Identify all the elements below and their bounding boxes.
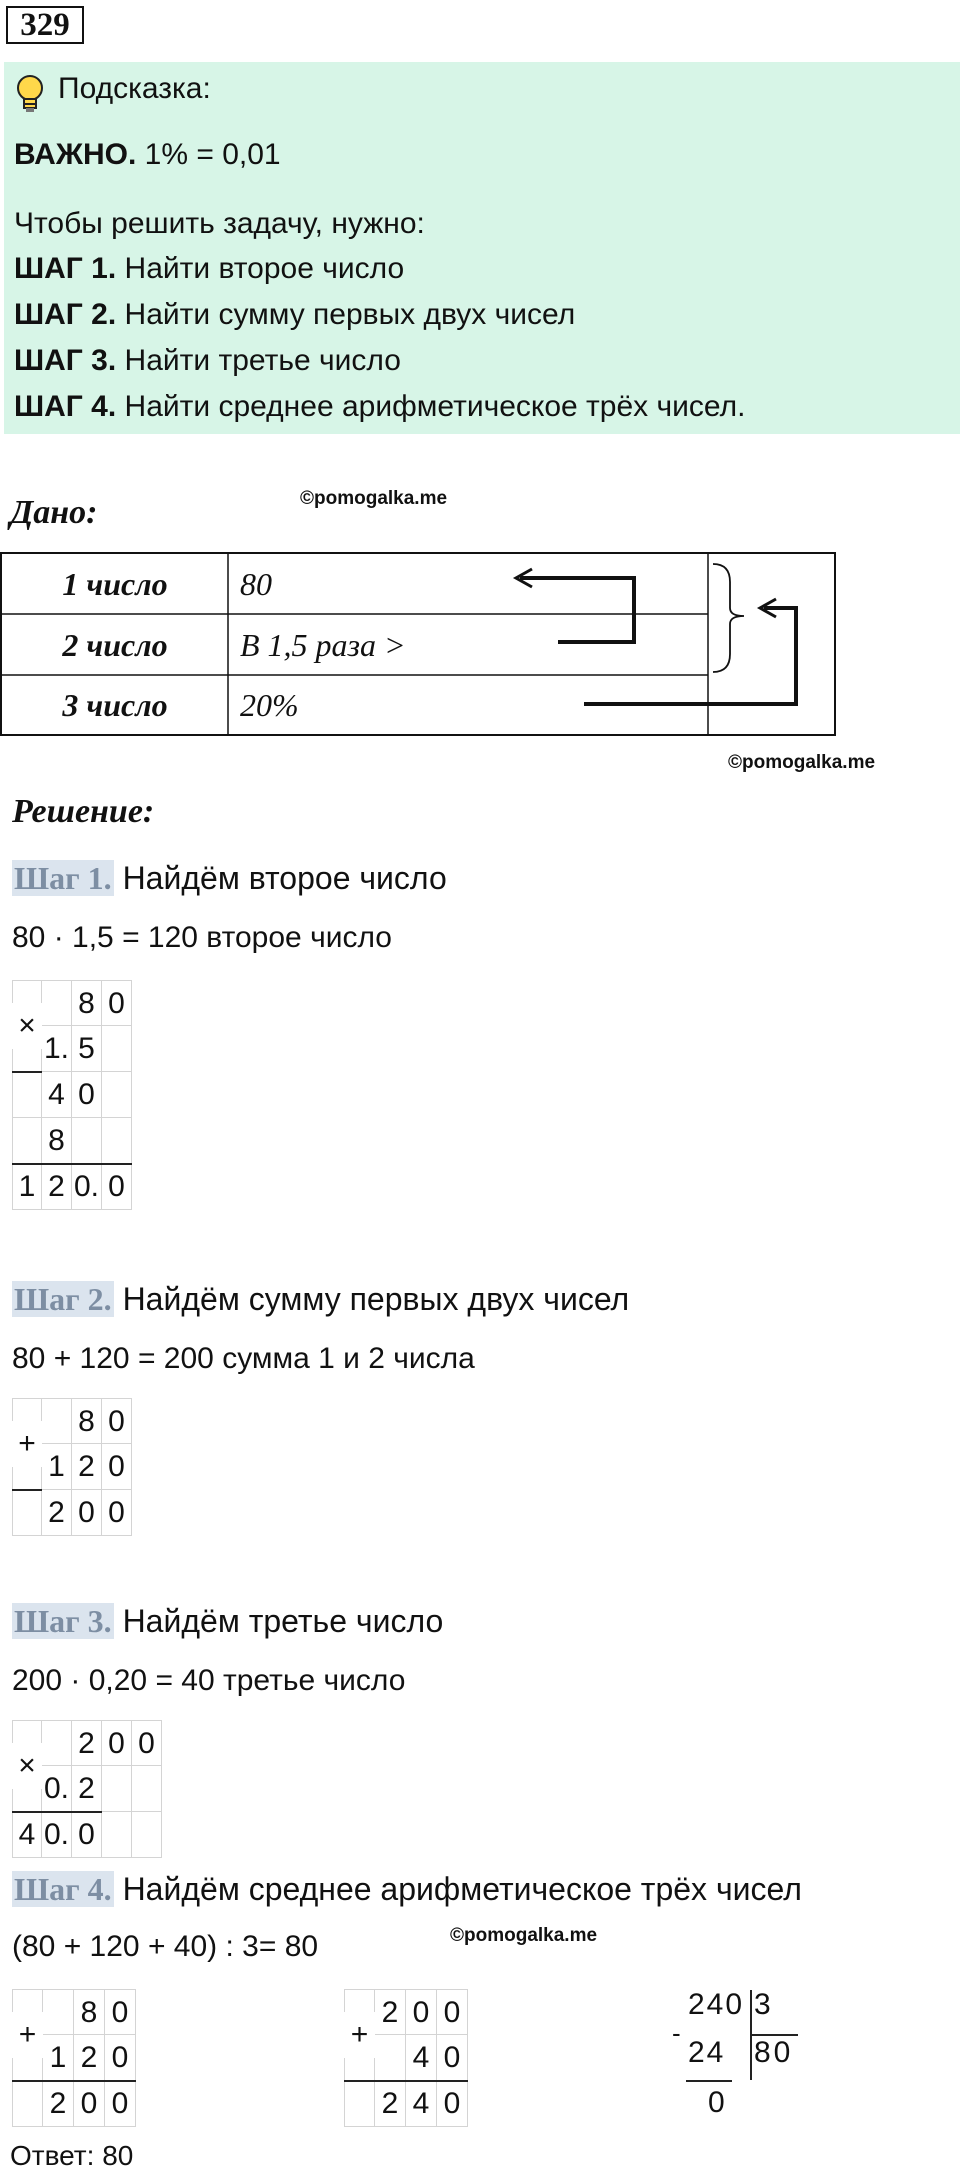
- given-row-2-label: 2 число: [62, 627, 168, 663]
- hint-title: Подсказка:: [58, 72, 211, 105]
- problem-number: 329: [6, 6, 84, 44]
- grid-cell: [72, 1118, 102, 1164]
- step-1-title: [12, 860, 447, 897]
- grid-cell: [102, 1766, 132, 1812]
- grid-cell: [102, 1072, 132, 1118]
- grid-cell: 0: [105, 1989, 136, 2035]
- hint-step-text: Найти сумму первых двух чисел: [124, 298, 576, 331]
- result-line: [344, 2080, 468, 2082]
- hint-step-label: ШАГ 3.: [14, 344, 117, 377]
- answer: Ответ: 80: [10, 2140, 134, 2171]
- grid-cell: 0: [72, 1490, 102, 1536]
- grid-cell: [12, 2081, 43, 2127]
- hint-step-text: Найти третье число: [124, 344, 401, 377]
- grid-cell: 0: [105, 2035, 136, 2081]
- hint-important: [14, 138, 281, 172]
- grid-cell: 2: [72, 1720, 102, 1766]
- grid-cell: 2: [375, 1989, 406, 2035]
- grid-cell: 8: [74, 1989, 105, 2035]
- grid-cell: [42, 980, 72, 1026]
- hint-step-1: [14, 252, 404, 286]
- given-row-3-label: 3 число: [62, 687, 168, 723]
- result-line: [12, 2080, 136, 2082]
- step-2-title: [12, 1281, 629, 1318]
- grid-cell: 0: [102, 980, 132, 1026]
- long-division: [672, 1988, 812, 2138]
- grid-cell: 1: [12, 1164, 42, 1210]
- grid-cell: 5: [72, 1026, 102, 1072]
- grid-cell: [132, 1766, 162, 1812]
- grid-cell: 4: [12, 1812, 42, 1858]
- grid-cell: [12, 1490, 42, 1536]
- grid-cell: [42, 1398, 72, 1444]
- addition-grid-3: [344, 1989, 470, 2129]
- grid-cell: 0: [105, 2081, 136, 2127]
- quotient: 80: [754, 2036, 794, 2069]
- division-underline: [752, 2034, 798, 2036]
- step-4-equation: (80 + 120 + 40) : 3= 80: [12, 1930, 319, 1963]
- hint-step-label: ШАГ 4.: [14, 390, 117, 423]
- step-1-equation: 80 · 1,5 = 120 второе число: [12, 921, 392, 954]
- grid-cell: 0: [102, 1720, 132, 1766]
- minus-sign: -: [672, 2018, 681, 2048]
- hint-step-3: [14, 344, 401, 378]
- step-4-title: [12, 1871, 802, 1908]
- step-label: Шаг 2.: [14, 1281, 112, 1317]
- grid-cell: 2: [375, 2081, 406, 2127]
- watermark: ©pomogalka.me: [450, 1925, 598, 1946]
- operator-sign: ×: [12, 1003, 42, 1049]
- grid-cell: [375, 2035, 406, 2081]
- operator-sign: +: [12, 1421, 42, 1467]
- grid-cell: 0: [437, 2081, 468, 2127]
- step-text: Найдём второе число: [122, 860, 447, 896]
- hint-panel: [4, 62, 960, 434]
- grid-cell: 0: [132, 1720, 162, 1766]
- important-label: ВАЖНО.: [14, 138, 137, 171]
- grid-cell: 2: [42, 1490, 72, 1536]
- grid-cell: 1: [42, 1444, 72, 1490]
- grid-cell: [42, 1720, 72, 1766]
- grid-cell: 0: [102, 1164, 132, 1210]
- step-label: Шаг 1.: [14, 860, 112, 896]
- given-row-1-value: 80: [240, 566, 272, 602]
- grid-cell: 0: [102, 1444, 132, 1490]
- solution-title: Решение:: [12, 793, 155, 830]
- hint-step-4: [14, 390, 745, 424]
- result-line: [12, 1489, 42, 1491]
- watermark: ©pomogalka.me: [728, 752, 876, 773]
- watermark: ©pomogalka.me: [300, 488, 448, 509]
- hint-step-label: ШАГ 2.: [14, 298, 117, 331]
- step-text: Найдём сумму первых двух чисел: [122, 1281, 630, 1317]
- result-line: [12, 1163, 132, 1165]
- operator-sign: ×: [12, 1743, 42, 1789]
- grid-cell: 4: [42, 1072, 72, 1118]
- grid-cell: [102, 1812, 132, 1858]
- grid-cell: 0.: [72, 1164, 102, 1210]
- grid-cell: [102, 1118, 132, 1164]
- step-text: Найдём третье число: [122, 1603, 444, 1639]
- result-line: [12, 1811, 102, 1813]
- hint-step-text: Найти среднее арифметическое трёх чисел.: [124, 390, 746, 423]
- step-3-equation: 200 · 0,20 = 40 третье число: [12, 1664, 406, 1697]
- grid-cell: 1: [43, 2035, 74, 2081]
- multiplication-grid-2: [12, 1720, 164, 1860]
- hint-step-2: [14, 298, 575, 332]
- given-title: Дано:: [10, 494, 98, 531]
- given-row-2-value: В 1,5 раза >: [240, 627, 406, 663]
- result-line: [12, 1071, 42, 1073]
- grid-cell: 4: [406, 2081, 437, 2127]
- grid-cell: 0: [102, 1398, 132, 1444]
- divisor: 3: [754, 1988, 771, 2021]
- operator-sign: +: [12, 2012, 43, 2058]
- hint-step-text: Найти второе число: [124, 252, 405, 285]
- multiplication-grid-1: [12, 980, 134, 1212]
- grid-cell: 8: [42, 1118, 72, 1164]
- grid-cell: 0: [72, 1812, 102, 1858]
- subtrahend: 24: [688, 2036, 726, 2069]
- lightbulb-icon: [12, 73, 48, 117]
- grid-cell: 0: [437, 2035, 468, 2081]
- grid-cell: [344, 2081, 375, 2127]
- grid-cell: 0: [72, 1072, 102, 1118]
- grid-cell: 4: [406, 2035, 437, 2081]
- grid-cell: [43, 1989, 74, 2035]
- grid-cell: [132, 1812, 162, 1858]
- grid-cell: 0: [437, 1989, 468, 2035]
- grid-cell: 0: [406, 1989, 437, 2035]
- grid-cell: 8: [72, 980, 102, 1026]
- hint-intro: Чтобы решить задачу, нужно:: [14, 207, 425, 240]
- grid-cell: 2: [72, 1766, 102, 1812]
- addition-grid-1: [12, 1398, 134, 1538]
- step-label: Шаг 4.: [14, 1871, 112, 1907]
- given-row-1-label: 1 число: [62, 566, 168, 602]
- dividend: 240: [688, 1988, 745, 2021]
- step-label: Шаг 3.: [14, 1603, 112, 1639]
- remainder: 0: [708, 2086, 725, 2119]
- grid-cell: 8: [72, 1398, 102, 1444]
- operator-sign: +: [344, 2012, 375, 2058]
- grid-cell: [102, 1026, 132, 1072]
- addition-grid-2: [12, 1989, 138, 2129]
- important-text: 1% = 0,01: [144, 138, 281, 171]
- grid-cell: 0: [74, 2081, 105, 2127]
- grid-cell: 0.: [42, 1812, 72, 1858]
- hint-step-label: ШАГ 1.: [14, 252, 117, 285]
- grid-cell: 0: [102, 1490, 132, 1536]
- step-2-equation: 80 + 120 = 200 сумма 1 и 2 числа: [12, 1342, 475, 1375]
- grid-cell: [12, 1072, 42, 1118]
- grid-cell: 0.: [42, 1766, 72, 1812]
- grid-cell: 2: [72, 1444, 102, 1490]
- step-text: Найдём среднее арифметическое трёх чисел: [122, 1871, 802, 1907]
- grid-cell: [12, 1118, 42, 1164]
- grid-cell: 2: [43, 2081, 74, 2127]
- grid-cell: 2: [42, 1164, 72, 1210]
- grid-cell: 2: [74, 2035, 105, 2081]
- given-row-3-value: 20%: [240, 687, 299, 723]
- grid-cell: 1.: [42, 1026, 72, 1072]
- subtraction-line: [686, 2080, 732, 2082]
- step-3-title: [12, 1603, 443, 1640]
